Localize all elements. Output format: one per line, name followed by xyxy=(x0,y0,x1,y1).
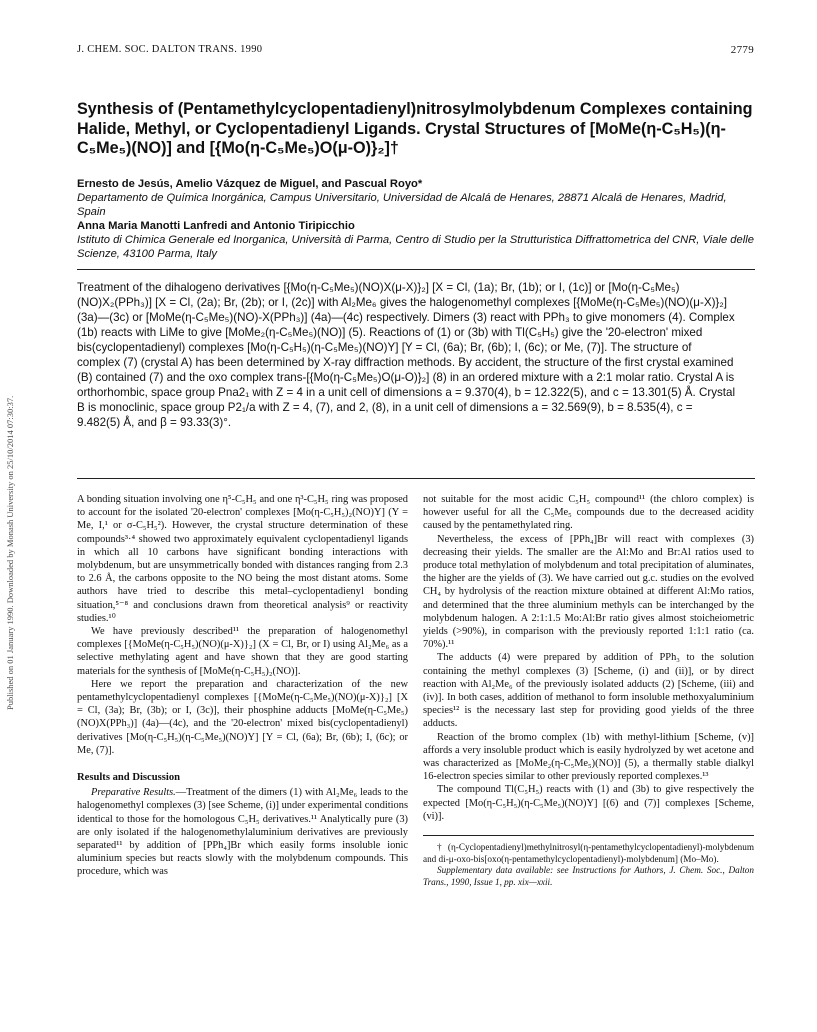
title-footnote: †(η-Cyclopentadienyl)methylnitrosyl(η-pentamethylcyclopentadienyl)-molybdenum and di-μ-oxo-bis[oxo(η-pentamethylcyclopentadienyl)-molybdenum] (Mo–Mo). xyxy=(423,842,754,864)
author-block xyxy=(77,177,757,261)
results-paragraph-5: Reaction of the bromo complex (1b) with methyl-lithium [Scheme, (v)] affords a very insoluble product which is easily hydrolyzed by wet acetone and was characterized as [MoMe₂(η-C₅Me₅)(NO)] (5), a thermally stable dialkyl 16-electron species similar to other previously reported complexes.¹³ xyxy=(423,731,754,783)
results-paragraph-1 xyxy=(77,786,408,878)
results-paragraph-1-text: —Treatment of the dimers (1) with Al₂Me₆ leads to the halogenomethyl complexes (3) [see Scheme, (i)] under experimental conditions identical to those for the homologous C₅H₅ derivatives.¹¹ Analytically pure (3) are only isolated if the halogenomethylaluminium derivatives are previously separated¹¹ by addition of [PPh₄]Br which easily forms insoluble ionic aluminium species but reacts slowly with the molybdenum compounds. This procedure, which was xyxy=(77,787,408,878)
affiliation-2: Istituto di Chimica Generale ed Inorganica, Università di Parma, Centro di Studio per la Strutturistica Diffrattometrica del CNR, Viale delle Scienze, 43100 Parma, Italy xyxy=(77,234,754,260)
body-column-left xyxy=(77,493,408,879)
section-heading: Results and Discussion xyxy=(77,772,181,784)
running-header xyxy=(77,44,754,58)
abstract-top-rule xyxy=(77,269,755,270)
abstract-text: Treatment of the dihalogeno derivatives [{Mo(η-C₅Me₅)(NO)X(μ-X)}₂] [X = Cl, (1a); Br, (1b); or I, (1c)] or [Mo(η-C₅Me₅)(NO)X₂(PPh₃)] [X = Cl, (2a); Br, (2b); or I, (2c)] with Al₂Me₆ gives the halogenomethyl complexes [{MoMe(η-C₅Me₅)(NO)(μ-X)}₂] (3a)—(3c) or [MoMe(η-C₅Me₅)(NO)-X(PPh₃)] (4a)—(4c) respectively. Dimers (3) react with PPh₃ to give monomers (4). Complex (1b) reacts with LiMe to give [MoMe₂(η-C₅Me₅)(NO)] (5). Reactions of (1) or (3b) with Tl(C₅H₅) give the '20-electron' mixed bis(cyclopentadienyl) complexes [Mo(η-C₅H₅)(η-C₅Me₅)(NO)Y] [Y = Cl, (6a); Br, (6b); I, (6c); or Me, (7)]. The structure of complex (7) (crystal A) has been determined by X-ray diffraction methods. By accident, the structure of the first crystal examined (B) contained (7) and the oxo complex trans-[{Mo(η-C₅Me₅)O(μ-O)}₂] (8) in an ordered mixture with a 2:1 molar ratio. Crystal A is orthorhombic, space group Pna2₁ with Z = 4 in a unit cell of dimensions a = 9.370(4), b = 12.322(5), and c = 13.301(5) Å. Crystal B is monoclinic, space group P2₁/a with Z = 4, (7), and 2, (8), in a unit cell of dimensions a = 32.569(9), b = 8.535(4), c = 9.482(5) Å, and β = 93.33(3)°. xyxy=(77,281,736,429)
author-names-2: Anna Maria Manotti Lanfredi and Antonio Tiripicchio xyxy=(77,220,355,232)
subsection-lead: Preparative Results. xyxy=(91,787,176,799)
abstract xyxy=(77,280,737,430)
results-paragraph-2: not suitable for the most acidic C₅H₅ compound¹¹ (the chloro complex) is however useful for all the C₅Me₅ compounds due to the decreased acidity caused by the pentamethylated ring. xyxy=(423,494,754,532)
intro-paragraph-3: Here we report the preparation and characterization of the new pentamethylcyclopentadienyl complexes [{MoMe(η-C₅Me₅)(NO)(μ-X)}₂] [X = Cl, (3a); Br, (3b); or I, (3c)], their phosphine adducts [MoMe(η-C₅Me₅)(NO)X(PPh₃)] (4a)—(4c), and the '20-electron' mixed bis(cyclopentadienyl) derivatives [Mo(η-C₅H₅)(η-C₅Me₅)(NO)Y] [Y = Cl, (6a); Br, (6b); I, (6c); or Me, (7)]. xyxy=(77,678,408,756)
intro-paragraph-1: A bonding situation involving one η⁵-C₅H₅ and one η³-C₅H₅ ring was proposed to account for the isolated '20-electron' complexes [Mo(η-C₅H₅)₂(NO)Y] (Y = Me, I,¹ or σ-C₅H₅²). However, the crystal structure determination of these compounds³·⁴ showed two approximately equivalent cyclopentadienyl ligands in which all 10 carbons have significant bonding interactions with molybdenum, but are unsymmetrically bonded with distances ranging from 2.3 to 2.6 Å, the carbons opposite to the NO being the most distant atoms. Some authors have tried to describe this metal–cyclopentadienyl bonding situation,⁵⁻⁸ and conclusions drawn from theoretical analysis⁹ or reactivity studies.¹⁰ xyxy=(77,494,408,624)
affiliation-1: Departamento de Química Inorgánica, Campus Universitario, Universidad de Alcalá de Henares, 28871 Alcalá de Henares, Madrid, Spain xyxy=(77,192,727,218)
article-title: Synthesis of (Pentamethylcyclopentadienyl)nitrosylmolybdenum Complexes containing Halide, Methyl, or Cyclopentadienyl Ligands. Crystal Structures of [MoMe(η-C₅H₅)(η-C₅Me₅)(NO)] and [{Mo(η-C₅Me₅)O(μ-O)}₂]† xyxy=(77,100,753,157)
results-paragraph-3: Nevertheless, the excess of [PPh₄]Br will react with complexes (3) decreasing their yields. The smaller are the Al:Mo and Br:Al ratios used to produce total methylation of molybdenum and total precipitation of aluminates, the higher are the yields of (3). We have carried out g.c. studies on the evolved CH₄ by hydrolysis of the reaction mixture obtained at different Al:Mo ratios, and determined that the three aluminium methyls can be interchanged by the molybdenum halogen. A 2:1:1.5 Mo:Al:Br ratio gives almost stoicheiometric yields (>90%), in comparison with the previously reported 1:1:1 ratio (ca. 70%).¹¹ xyxy=(423,533,754,651)
body-column-right xyxy=(423,493,754,888)
supplementary-note: Supplementary data available: see Instructions for Authors, J. Chem. Soc., Dalton Trans., 1990, Issue 1, pp. xix—xxii. xyxy=(423,865,754,887)
abstract-bottom-rule xyxy=(77,478,755,479)
intro-paragraph-2: We have previously described¹¹ the preparation of halogenomethyl complexes [{MoMe(η-C₅H₅)(NO)(μ-X)}₂] (X = Cl, Br, or I) using Al₂Me₆ as a selective methylating agent and have shown that they are good starting materials for the synthesis of [MoMe(η-C₅H₅)₂(NO)]. xyxy=(77,626,408,677)
results-paragraph-6: The compound Tl(C₅H₅) reacts with (1) and (3b) to give respectively the expected [Mo(η-C₅H₅)(η-C₅Me₅)(NO)Y] [(6) and (7)] complexes [Scheme, (vi)]. xyxy=(423,784,754,822)
download-watermark xyxy=(3,190,19,710)
author-names-1: Ernesto de Jesús, Amelio Vázquez de Miguel, and Pascual Royo* xyxy=(77,178,423,190)
journal-citation: J. CHEM. SOC. DALTON TRANS. 1990 xyxy=(77,44,263,55)
results-paragraph-4: The adducts (4) were prepared by addition of PPh₃ to the solution containing the methyl complexes (3) [Scheme, (i) and (ii)], or by direct reaction with Al₂Me₆ of the previously isolated adducts (2) [Scheme, (iii) and (iv)]. In both cases, addition of methanol to form insoluble methoxyaluminium species¹² is the necessary last step for providing good yields of the three adducts. xyxy=(423,652,754,730)
page-number: 2779 xyxy=(730,44,754,56)
download-notice: Published on 01 January 1990. Downloaded by Monash University on 25/10/2014 07:30:37. xyxy=(5,395,15,710)
footnote-rule xyxy=(423,835,754,836)
